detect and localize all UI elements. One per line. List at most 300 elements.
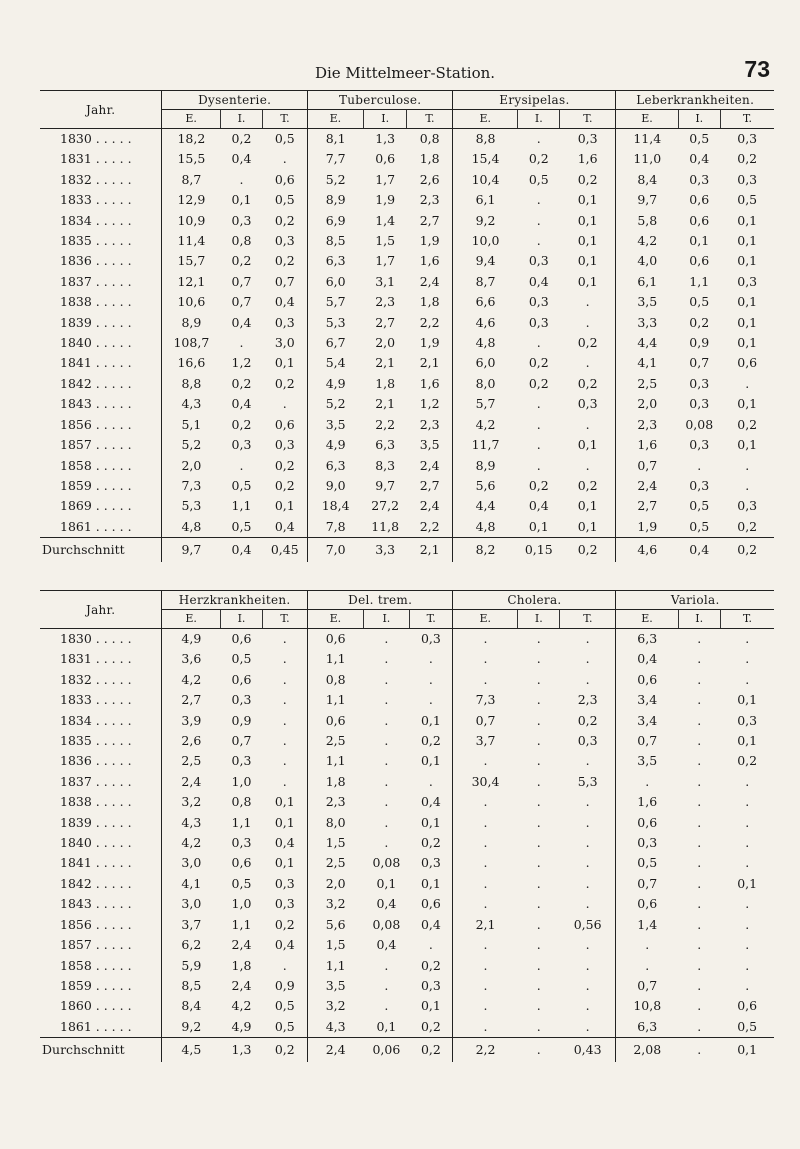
value-cell: 0,1 xyxy=(274,794,295,810)
value-cell: . xyxy=(282,733,287,749)
year-cell: 1831 . . . . . xyxy=(60,151,132,167)
value-cell: 3,3 xyxy=(363,538,407,563)
value-cell: 8,9 xyxy=(307,190,363,210)
value-cell: 0,3 xyxy=(274,233,295,249)
group-header-tuberculose: Tuberculose. xyxy=(307,91,453,110)
value-cell: . xyxy=(745,835,750,851)
value-cell: 0,3 xyxy=(274,875,295,891)
value-cell: 0,3 xyxy=(420,977,441,993)
value-cell: 0,2 xyxy=(737,151,758,167)
value-cell: 0,3 xyxy=(231,753,252,769)
value-cell: . xyxy=(518,1038,560,1063)
group-header-variola: Variola. xyxy=(616,591,774,610)
value-cell: 0,2 xyxy=(737,753,758,769)
table-row xyxy=(40,935,774,955)
value-cell: 3,6 xyxy=(162,649,220,669)
value-cell: 0,7 xyxy=(274,273,295,289)
value-cell: . xyxy=(536,192,541,208)
subheader-cell: I. xyxy=(678,110,720,129)
year-cell: 1859 . . . . . xyxy=(60,977,132,993)
value-cell: . xyxy=(453,629,518,650)
year-cell: 1840 . . . . . xyxy=(60,335,132,351)
value-cell: 2,4 xyxy=(231,937,252,953)
value-cell: . xyxy=(536,998,541,1014)
value-cell: . xyxy=(745,671,750,687)
value-cell: 5,2 xyxy=(162,435,220,455)
value-cell: 0,6 xyxy=(689,253,710,269)
value-cell: . xyxy=(536,416,541,432)
table-row xyxy=(40,690,774,710)
value-cell: . xyxy=(536,773,541,789)
table-row xyxy=(40,190,774,210)
value-cell: . xyxy=(536,692,541,708)
value-cell: 0,1 xyxy=(376,1018,397,1034)
value-cell: 3,9 xyxy=(162,711,220,731)
value-cell: 0,2 xyxy=(420,835,441,851)
subheader-cell: T. xyxy=(263,610,308,629)
value-cell: . xyxy=(384,631,389,646)
value-cell: 2,6 xyxy=(162,731,220,751)
table-row xyxy=(40,772,774,792)
value-cell: 0,3 xyxy=(737,273,758,289)
value-cell: . xyxy=(616,956,678,976)
value-cell: 1,7 xyxy=(375,253,396,269)
year-cell: 1835 . . . . . xyxy=(60,733,132,749)
value-cell: 0,3 xyxy=(528,314,549,330)
value-cell: 0,2 xyxy=(274,477,295,493)
value-cell: 8,5 xyxy=(162,976,220,996)
value-cell: 0,1 xyxy=(577,233,598,249)
value-cell: 2,3 xyxy=(616,415,678,435)
table-row xyxy=(40,731,774,751)
value-cell: 3,0 xyxy=(162,894,220,914)
value-cell: 6,3 xyxy=(616,1017,678,1038)
value-cell: 0,4 xyxy=(231,151,252,167)
value-cell: . xyxy=(453,956,518,976)
value-cell: 3,2 xyxy=(162,792,220,812)
year-cell: 1836 . . . . . xyxy=(60,253,132,269)
value-cell: 0,43 xyxy=(560,1038,616,1063)
group-header-dysenterie: Dysenterie. xyxy=(162,91,308,110)
value-cell: 0,1 xyxy=(737,733,758,749)
year-cell: 1832 . . . . . xyxy=(60,171,132,187)
value-cell: . xyxy=(282,712,287,728)
table-row xyxy=(40,456,774,476)
value-cell: 8,7 xyxy=(162,170,220,190)
subheader-cell: T. xyxy=(720,110,774,129)
value-cell: 8,8 xyxy=(162,374,220,394)
value-cell: . xyxy=(697,712,702,728)
value-cell: . xyxy=(745,937,750,953)
value-cell: . xyxy=(428,773,433,789)
value-cell: 10,9 xyxy=(162,211,220,231)
value-cell: 4,3 xyxy=(162,813,220,833)
year-cell: 1833 . . . . . xyxy=(60,192,132,208)
value-cell: 8,0 xyxy=(307,813,363,833)
value-cell: 2,5 xyxy=(162,751,220,771)
subheader-cell: I. xyxy=(220,110,262,129)
value-cell: 3,2 xyxy=(307,996,363,1016)
value-cell: 0,08 xyxy=(372,916,401,932)
value-cell: . xyxy=(697,916,702,932)
value-cell: 0,2 xyxy=(231,416,252,432)
value-cell: 10,8 xyxy=(616,996,678,1016)
value-cell: 0,5 xyxy=(231,477,252,493)
value-cell: 0,1 xyxy=(274,355,295,371)
value-cell: 0,9 xyxy=(274,977,295,993)
year-cell: 1856 . . . . . xyxy=(60,416,132,432)
value-cell: . xyxy=(453,874,518,894)
value-cell: 6,1 xyxy=(616,272,678,292)
value-cell: . xyxy=(585,631,590,646)
value-cell: . xyxy=(536,233,541,249)
value-cell: 5,3 xyxy=(577,773,598,789)
value-cell: 5,4 xyxy=(307,353,363,373)
value-cell: . xyxy=(239,335,244,351)
table-row xyxy=(40,272,774,292)
subheader-cell: I. xyxy=(678,610,720,629)
table-row xyxy=(40,711,774,731)
value-cell: . xyxy=(745,375,750,391)
value-cell: 0,8 xyxy=(419,131,440,146)
value-cell: 0,2 xyxy=(528,477,549,493)
value-cell: 7,8 xyxy=(307,517,363,538)
value-cell: 0,7 xyxy=(231,294,252,310)
value-cell: 2,3 xyxy=(419,416,440,432)
year-cell: 1832 . . . . . xyxy=(60,671,132,687)
value-cell: . xyxy=(697,875,702,891)
value-cell: 5,6 xyxy=(453,476,518,496)
table-row xyxy=(40,996,774,1016)
value-cell: . xyxy=(428,671,433,687)
value-cell: 9,7 xyxy=(616,190,678,210)
value-cell: 0,56 xyxy=(573,916,602,932)
value-cell: 9,2 xyxy=(162,1017,220,1038)
value-cell: 6,0 xyxy=(307,272,363,292)
value-cell: 8,8 xyxy=(453,129,518,150)
page-title: Die Mittelmeer-Station. xyxy=(314,64,496,82)
value-cell: 2,1 xyxy=(453,915,518,935)
value-cell: 11,0 xyxy=(616,149,678,169)
value-cell: 1,8 xyxy=(419,151,440,167)
value-cell: . xyxy=(536,733,541,749)
value-cell: . xyxy=(384,835,389,851)
value-cell: . xyxy=(697,977,702,993)
value-cell: 0,2 xyxy=(231,253,252,269)
value-cell: . xyxy=(453,894,518,914)
value-cell: 4,9 xyxy=(231,1018,252,1034)
value-cell: . xyxy=(536,651,541,667)
average-label: Durchschnitt xyxy=(40,1038,162,1063)
value-cell: 1,2 xyxy=(419,396,440,412)
value-cell: 0,6 xyxy=(274,171,295,187)
value-cell: 10,0 xyxy=(453,231,518,251)
value-cell: 2,1 xyxy=(375,396,396,412)
value-cell: . xyxy=(536,131,541,146)
value-cell: . xyxy=(536,916,541,932)
value-cell: 3,4 xyxy=(616,711,678,731)
value-cell: 2,4 xyxy=(231,977,252,993)
value-cell: 2,4 xyxy=(419,273,440,289)
value-cell: . xyxy=(282,671,287,687)
value-cell: . xyxy=(585,314,590,330)
value-cell: 0,4 xyxy=(528,498,549,514)
year-cell: 1858 . . . . . xyxy=(60,457,132,473)
subheader-cell: E. xyxy=(453,110,518,129)
value-cell: 0,3 xyxy=(528,253,549,269)
value-cell: . xyxy=(697,937,702,953)
value-cell: 4,2 xyxy=(162,670,220,690)
value-cell: 1,0 xyxy=(231,773,252,789)
value-cell: 2,2 xyxy=(419,518,440,534)
table-row xyxy=(40,231,774,251)
value-cell: 11,4 xyxy=(162,231,220,251)
value-cell: . xyxy=(536,712,541,728)
value-cell: 0,4 xyxy=(678,538,720,563)
value-cell: 0,2 xyxy=(263,1038,308,1063)
value-cell: 2,3 xyxy=(375,294,396,310)
value-cell: 7,3 xyxy=(162,476,220,496)
value-cell: 6,2 xyxy=(162,935,220,955)
value-cell: . xyxy=(697,835,702,851)
subheader-cell: E. xyxy=(616,610,678,629)
value-cell: 2,0 xyxy=(307,874,363,894)
value-cell: 1,9 xyxy=(616,517,678,538)
table-row xyxy=(40,129,774,150)
value-cell: 0,4 xyxy=(420,916,441,932)
value-cell: 0,7 xyxy=(453,711,518,731)
value-cell: . xyxy=(536,1018,541,1034)
value-cell: 2,7 xyxy=(162,690,220,710)
value-cell: . xyxy=(697,773,702,789)
value-cell: . xyxy=(453,935,518,955)
value-cell: 2,2 xyxy=(419,314,440,330)
value-cell: . xyxy=(697,814,702,830)
value-cell: 3,0 xyxy=(274,335,295,351)
value-cell: 5,7 xyxy=(307,292,363,312)
value-cell: 5,7 xyxy=(453,394,518,414)
value-cell: 1,1 xyxy=(307,956,363,976)
value-cell: . xyxy=(384,794,389,810)
group-header-leberkrankheiten: Leberkrankheiten. xyxy=(616,91,774,110)
value-cell: 0,1 xyxy=(737,233,758,249)
year-cell: 1837 . . . . . xyxy=(60,773,132,789)
value-cell: . xyxy=(697,855,702,871)
value-cell: 8,4 xyxy=(162,996,220,1016)
year-cell: 1861 . . . . . xyxy=(60,1018,132,1034)
value-cell: 3,5 xyxy=(616,292,678,312)
value-cell: . xyxy=(282,692,287,708)
table-row xyxy=(40,353,774,373)
value-cell: . xyxy=(697,753,702,769)
subheader-cell: E. xyxy=(307,610,363,629)
year-cell: 1837 . . . . . xyxy=(60,273,132,289)
value-cell: 4,9 xyxy=(307,374,363,394)
mortality-table-top xyxy=(40,90,774,562)
subheader-cell: I. xyxy=(220,610,262,629)
value-cell: 0,5 xyxy=(274,192,295,208)
subheader-cell: I. xyxy=(363,110,407,129)
value-cell: . xyxy=(428,937,433,953)
value-cell: 0,7 xyxy=(689,355,710,371)
value-cell: . xyxy=(239,171,244,187)
value-cell: 0,2 xyxy=(420,733,441,749)
value-cell: . xyxy=(745,651,750,667)
value-cell: 11,4 xyxy=(616,129,678,150)
value-cell: 1,1 xyxy=(307,649,363,669)
year-cell: 1834 . . . . . xyxy=(60,712,132,728)
table-row xyxy=(40,649,774,669)
value-cell: 15,7 xyxy=(162,251,220,271)
page-header xyxy=(40,56,770,90)
value-cell: . xyxy=(585,835,590,851)
value-cell: . xyxy=(536,814,541,830)
value-cell: 0,2 xyxy=(274,457,295,473)
value-cell: 2,7 xyxy=(419,212,440,228)
value-cell: 1,5 xyxy=(307,935,363,955)
value-cell: 0,7 xyxy=(231,273,252,289)
value-cell: 1,1 xyxy=(231,814,252,830)
value-cell: 0,3 xyxy=(577,131,598,146)
year-cell: 1841 . . . . . xyxy=(60,355,132,371)
year-cell: 1840 . . . . . xyxy=(60,835,132,851)
value-cell: 4,2 xyxy=(231,998,252,1014)
value-cell: 1,6 xyxy=(419,375,440,391)
subheader-cell: T. xyxy=(560,110,616,129)
value-cell: . xyxy=(536,212,541,228)
value-cell: 0,2 xyxy=(528,355,549,371)
value-cell: . xyxy=(536,631,541,646)
value-cell: 0,6 xyxy=(420,896,441,912)
value-cell: . xyxy=(697,794,702,810)
year-cell: 1833 . . . . . xyxy=(60,692,132,708)
value-cell: 0,6 xyxy=(231,631,252,646)
value-cell: 2,3 xyxy=(577,692,598,708)
value-cell: 1,7 xyxy=(375,171,396,187)
value-cell: 0,3 xyxy=(231,437,252,453)
value-cell: . xyxy=(536,835,541,851)
subheader-cell: I. xyxy=(518,610,560,629)
value-cell: 0,5 xyxy=(689,131,710,146)
subheader-cell: T. xyxy=(560,610,616,629)
value-cell: 2,0 xyxy=(162,456,220,476)
value-cell: . xyxy=(453,1017,518,1038)
table-row xyxy=(40,894,774,914)
value-cell: 6,3 xyxy=(307,251,363,271)
subheader-cell: T. xyxy=(407,110,453,129)
value-cell: 0,5 xyxy=(689,294,710,310)
value-cell: 0,8 xyxy=(307,670,363,690)
value-cell: 1,6 xyxy=(616,435,678,455)
value-cell: . xyxy=(697,692,702,708)
year-cell: 1839 . . . . . xyxy=(60,314,132,330)
value-cell: . xyxy=(745,814,750,830)
value-cell: . xyxy=(384,977,389,993)
subheader-cell: E. xyxy=(453,610,518,629)
value-cell: 1,9 xyxy=(375,192,396,208)
subheader-cell: T. xyxy=(720,610,774,629)
value-cell: . xyxy=(697,957,702,973)
subheader-cell: T. xyxy=(263,110,308,129)
value-cell: 0,8 xyxy=(231,794,252,810)
value-cell: 0,4 xyxy=(376,896,397,912)
value-cell: 0,6 xyxy=(307,711,363,731)
jahr-header: Jahr. xyxy=(40,91,162,129)
value-cell: 6,3 xyxy=(616,629,678,650)
value-cell: . xyxy=(453,670,518,690)
value-cell: 8,3 xyxy=(375,457,396,473)
value-cell: 1,3 xyxy=(220,1038,262,1063)
table-row xyxy=(40,629,774,650)
subheader-cell: T. xyxy=(409,610,453,629)
year-cell: 1842 . . . . . xyxy=(60,875,132,891)
value-cell: . xyxy=(282,753,287,769)
value-cell: 3,5 xyxy=(616,751,678,771)
value-cell: . xyxy=(585,855,590,871)
value-cell: 4,8 xyxy=(453,517,518,538)
value-cell: . xyxy=(536,855,541,871)
year-cell: 1860 . . . . . xyxy=(60,998,132,1014)
value-cell: 2,4 xyxy=(162,772,220,792)
value-cell: 0,5 xyxy=(616,853,678,873)
value-cell: . xyxy=(745,631,750,646)
value-cell: 0,3 xyxy=(274,437,295,453)
value-cell: 0,5 xyxy=(528,171,549,187)
value-cell: . xyxy=(536,977,541,993)
value-cell: . xyxy=(282,151,287,167)
value-cell: 2,1 xyxy=(419,355,440,371)
value-cell: 0,6 xyxy=(231,855,252,871)
value-cell: 8,9 xyxy=(162,313,220,333)
value-cell: 0,5 xyxy=(737,1018,758,1034)
value-cell: 1,3 xyxy=(375,131,396,146)
value-cell: . xyxy=(536,437,541,453)
value-cell: 0,1 xyxy=(420,814,441,830)
value-cell: 0,6 xyxy=(616,670,678,690)
value-cell: 2,5 xyxy=(616,374,678,394)
value-cell: 0,06 xyxy=(363,1038,409,1063)
value-cell: 0,9 xyxy=(231,712,252,728)
value-cell: 0,6 xyxy=(737,998,758,1014)
value-cell: 11,7 xyxy=(453,435,518,455)
value-cell: 9,7 xyxy=(375,477,396,493)
table-row xyxy=(40,333,774,353)
value-cell: . xyxy=(585,937,590,953)
value-cell: 0,6 xyxy=(689,212,710,228)
value-cell: . xyxy=(239,457,244,473)
value-cell: 0,3 xyxy=(689,477,710,493)
value-cell: 2,1 xyxy=(407,538,453,563)
value-cell: 0,6 xyxy=(231,671,252,687)
value-cell: 4,2 xyxy=(453,415,518,435)
value-cell: . xyxy=(585,457,590,473)
value-cell: 0,3 xyxy=(274,314,295,330)
value-cell: 1,6 xyxy=(616,792,678,812)
year-cell: 1869 . . . . . xyxy=(60,498,132,514)
value-cell: 0,9 xyxy=(689,335,710,351)
value-cell: 0,1 xyxy=(577,437,598,453)
value-cell: . xyxy=(745,896,750,912)
value-cell: 1,0 xyxy=(231,896,252,912)
value-cell: 108,7 xyxy=(162,333,220,353)
value-cell: . xyxy=(282,773,287,789)
value-cell: 4,2 xyxy=(162,833,220,853)
value-cell: 0,7 xyxy=(616,731,678,751)
value-cell: . xyxy=(536,957,541,973)
value-cell: . xyxy=(745,794,750,810)
value-cell: 0,2 xyxy=(274,916,295,932)
value-cell: . xyxy=(384,753,389,769)
